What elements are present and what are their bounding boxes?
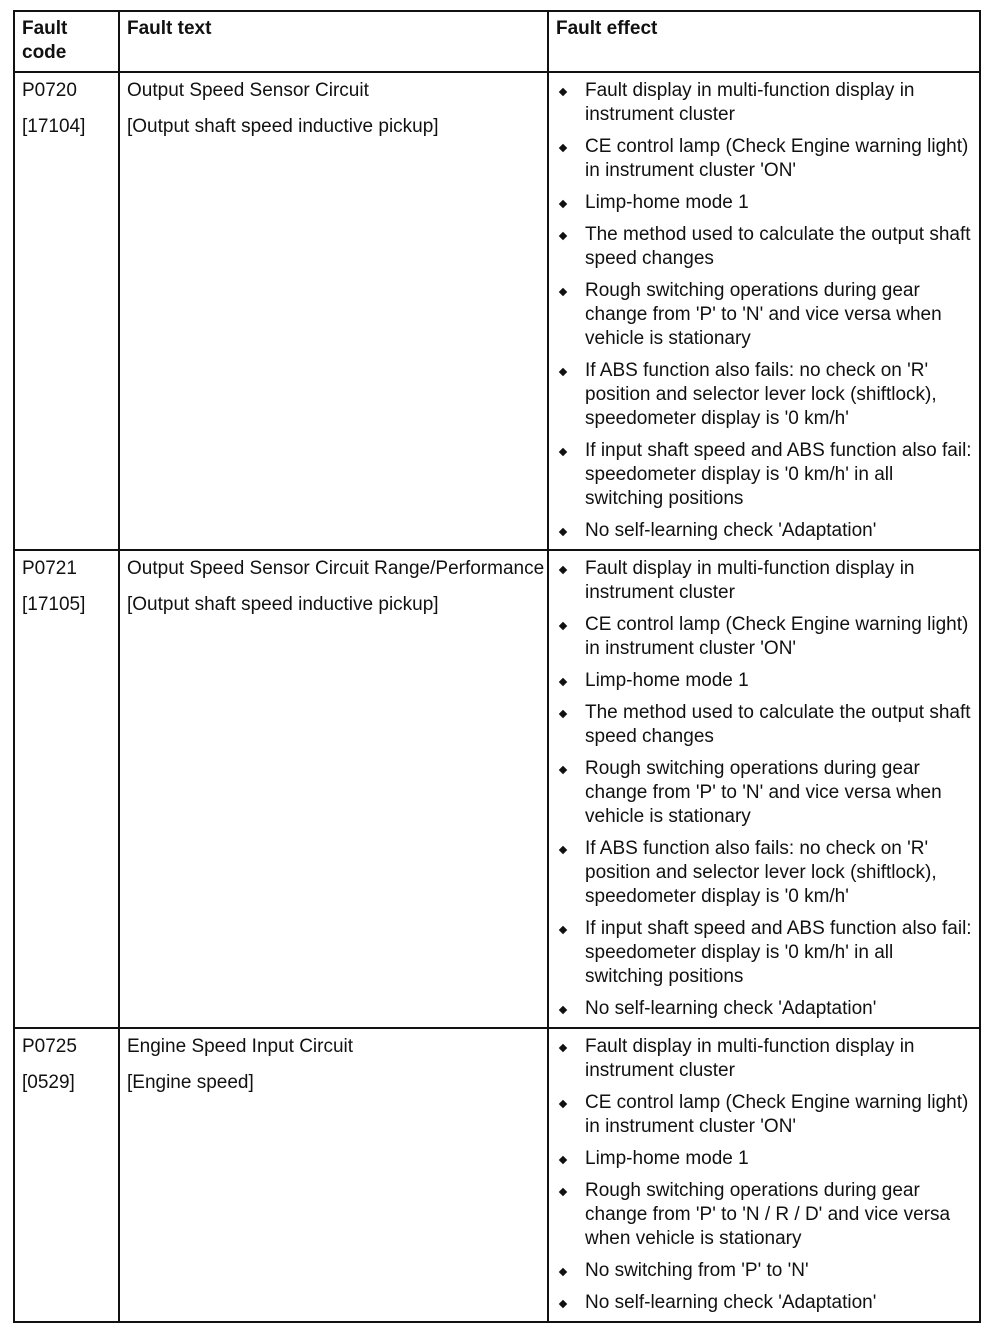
diamond-bullet-icon bbox=[559, 678, 567, 686]
diamond-bullet-icon bbox=[559, 1268, 567, 1276]
header-fault-text: Fault text bbox=[119, 11, 548, 72]
diamond-bullet-icon bbox=[559, 766, 567, 774]
list-item: Rough switching operations during gear change from 'P' to 'N' and vice versa when vehicle is stationary bbox=[557, 757, 975, 829]
diamond-bullet-icon bbox=[559, 622, 567, 630]
fault-code-cell bbox=[14, 72, 119, 550]
header-row bbox=[14, 11, 980, 72]
fault-code-alt: [17104] bbox=[22, 116, 86, 137]
list-item: The method used to calculate the output shaft speed changes bbox=[557, 701, 975, 749]
diamond-bullet-icon bbox=[559, 528, 567, 536]
diamond-bullet-icon bbox=[559, 448, 567, 456]
diamond-bullet-icon bbox=[559, 1006, 567, 1014]
list-item: The method used to calculate the output shaft speed changes bbox=[557, 223, 975, 271]
list-item: No self-learning check 'Adaptation' bbox=[557, 997, 975, 1021]
list-item: If ABS function also fails: no check on 'R' position and selector lever lock (shiftlock), speedometer display is '0 km/h' bbox=[557, 359, 975, 431]
fault-text-sub: [Output shaft speed inductive pickup] bbox=[127, 594, 439, 615]
list-item: CE control lamp (Check Engine warning light) in instrument cluster 'ON' bbox=[557, 1091, 975, 1139]
diamond-bullet-icon bbox=[559, 232, 567, 240]
list-item: Fault display in multi-function display in instrument cluster bbox=[557, 1035, 975, 1083]
list-item: Fault display in multi-function display in instrument cluster bbox=[557, 557, 975, 605]
list-item: Limp-home mode 1 bbox=[557, 669, 975, 693]
list-item: Rough switching operations during gear change from 'P' to 'N' and vice versa when vehicle is stationary bbox=[557, 279, 975, 351]
diamond-bullet-icon bbox=[559, 1044, 567, 1052]
header-fault-effect: Fault effect bbox=[548, 11, 980, 72]
diamond-bullet-icon bbox=[559, 200, 567, 208]
effect-list bbox=[557, 79, 975, 543]
effect-list bbox=[557, 557, 975, 1021]
effect-list bbox=[557, 1035, 975, 1315]
list-item: Fault display in multi-function display in instrument cluster bbox=[557, 79, 975, 127]
table-row bbox=[14, 72, 980, 550]
header-fault-code: Fault code bbox=[14, 11, 119, 72]
list-item: CE control lamp (Check Engine warning light) in instrument cluster 'ON' bbox=[557, 135, 975, 183]
fault-text-cell bbox=[119, 550, 548, 1028]
fault-text-cell bbox=[119, 1028, 548, 1322]
fault-code: P0720 bbox=[22, 80, 77, 101]
diamond-bullet-icon bbox=[559, 1188, 567, 1196]
list-item: No self-learning check 'Adaptation' bbox=[557, 519, 975, 543]
fault-text-sub: [Output shaft speed inductive pickup] bbox=[127, 116, 439, 137]
list-item: Rough switching operations during gear change from 'P' to 'N / R / D' and vice versa when vehicle is stationary bbox=[557, 1179, 975, 1251]
list-item: No switching from 'P' to 'N' bbox=[557, 1259, 975, 1283]
list-item: Limp-home mode 1 bbox=[557, 1147, 975, 1171]
diamond-bullet-icon bbox=[559, 144, 567, 152]
diamond-bullet-icon bbox=[559, 846, 567, 854]
table-row bbox=[14, 550, 980, 1028]
fault-code: P0721 bbox=[22, 558, 77, 579]
fault-code-cell bbox=[14, 550, 119, 1028]
diamond-bullet-icon bbox=[559, 1300, 567, 1308]
diamond-bullet-icon bbox=[559, 1156, 567, 1164]
table-row bbox=[14, 1028, 980, 1322]
fault-code-alt: [17105] bbox=[22, 594, 86, 615]
fault-text: Engine Speed Input Circuit bbox=[127, 1036, 354, 1057]
list-item: If input shaft speed and ABS function also fail: speedometer display is '0 km/h' in all switching positions bbox=[557, 439, 975, 511]
diamond-bullet-icon bbox=[559, 368, 567, 376]
diamond-bullet-icon bbox=[559, 710, 567, 718]
diamond-bullet-icon bbox=[559, 926, 567, 934]
fault-code: P0725 bbox=[22, 1036, 77, 1057]
diamond-bullet-icon bbox=[559, 88, 567, 96]
fault-table bbox=[13, 10, 981, 1323]
fault-code-cell bbox=[14, 1028, 119, 1322]
diamond-bullet-icon bbox=[559, 1100, 567, 1108]
fault-text-cell bbox=[119, 72, 548, 550]
diamond-bullet-icon bbox=[559, 288, 567, 296]
fault-text-sub: [Engine speed] bbox=[127, 1072, 254, 1093]
list-item: If input shaft speed and ABS function also fail: speedometer display is '0 km/h' in all switching positions bbox=[557, 917, 975, 989]
fault-effect-cell bbox=[548, 72, 980, 550]
list-item: If ABS function also fails: no check on 'R' position and selector lever lock (shiftlock), speedometer display is '0 km/h' bbox=[557, 837, 975, 909]
fault-text: Output Speed Sensor Circuit Range/Performance bbox=[127, 558, 545, 579]
fault-text: Output Speed Sensor Circuit bbox=[127, 80, 369, 101]
list-item: CE control lamp (Check Engine warning light) in instrument cluster 'ON' bbox=[557, 613, 975, 661]
fault-effect-cell bbox=[548, 1028, 980, 1322]
fault-code-alt: [0529] bbox=[22, 1072, 75, 1093]
list-item: No self-learning check 'Adaptation' bbox=[557, 1291, 975, 1315]
list-item: Limp-home mode 1 bbox=[557, 191, 975, 215]
fault-effect-cell bbox=[548, 550, 980, 1028]
diamond-bullet-icon bbox=[559, 566, 567, 574]
